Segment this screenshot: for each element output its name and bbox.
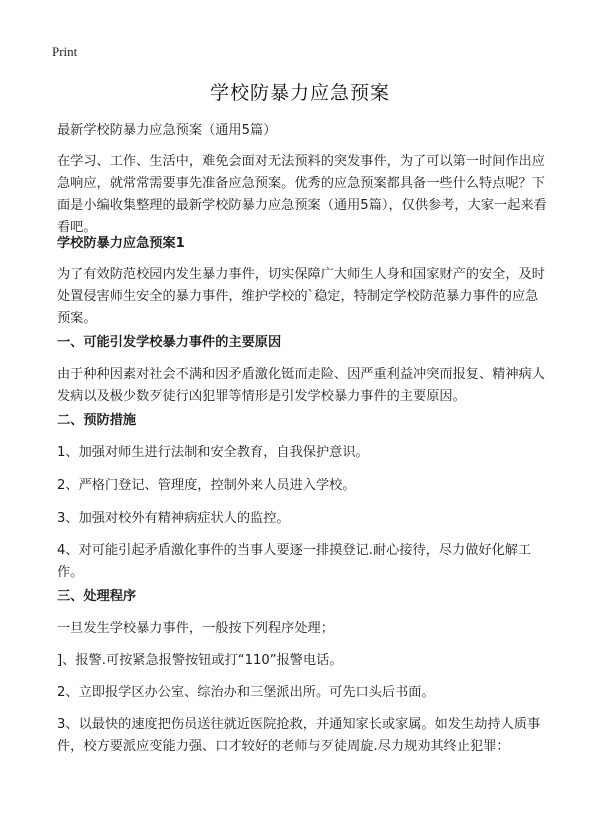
heading-procedure: 三、处理程序 <box>57 589 137 604</box>
prevention-item-2: 2、严格门登记、管理度，控制外来人员进入学校。 <box>57 478 356 493</box>
page-title: 学校防暴力应急预案 <box>209 82 390 104</box>
prevention-item-4: 4、对可能引起矛盾激化事件的当事人要逐一排摸登记.耐心接待，尽力做好化解工作。 <box>57 543 532 580</box>
procedure-intro: 一旦发生学校暴力事件，一般按下列程序处理； <box>57 621 334 636</box>
prevention-item-3: 3、加强对校外有精神病症状人的监控。 <box>57 511 290 526</box>
heading-prevention: 二、预防措施 <box>57 413 137 428</box>
document-subtitle: 最新学校防暴力应急预案（通用5篇） <box>57 123 277 138</box>
causes-paragraph: 由于种种因素对社会不满和因矛盾激化铤而走险、因严重利益冲突而报复、精神病人发病以及极少数歹徒行凶犯罪等情形是引发学校暴力事件的主要原因。 <box>57 367 545 404</box>
intro-paragraph: 在学习、工作、生活中，难免会面对无法预料的突发事件，为了可以第一时间作出应急响应，就常常需要事先准备应急预案。优秀的应急预案都具备一些什么特点呢？下面是小编收集整理的最新学校防暴力应急预案（通用5篇），仅供参考，大家一起来看看吧。 <box>57 154 547 235</box>
prevention-item-1: 1、加强对师生进行法制和安全教育，自我保护意识。 <box>57 445 369 460</box>
procedure-step-1: ]、报警.可按紧急报警按钮或打“110”报警电话。 <box>57 653 343 668</box>
heading-causes: 一、可能引发学校暴力事件的主要原因 <box>57 335 282 350</box>
purpose-paragraph: 为了有效防范校园内发生暴力事件，切实保障广大师生人身和国家财产的安全，及时处置侵害师生安全的暴力事件，维护学校的`稳定，特制定学校防范暴力事件的应急预案。 <box>57 267 545 326</box>
print-label: Print <box>52 44 78 59</box>
procedure-step-2: 2、立即报学区办公室、综治办和三堡派出所。可先口头后书面。 <box>57 685 435 700</box>
procedure-step-3: 3、以最快的速度把伤员送往就近医院抢救，并通知家长或家属。如发生劫持人质事件，校方要派应变能力强、口才较好的老师与歹徒周旋.尽力规劝其终止犯罪： <box>57 717 541 754</box>
section-title: 学校防暴力应急预案1 <box>57 236 185 251</box>
